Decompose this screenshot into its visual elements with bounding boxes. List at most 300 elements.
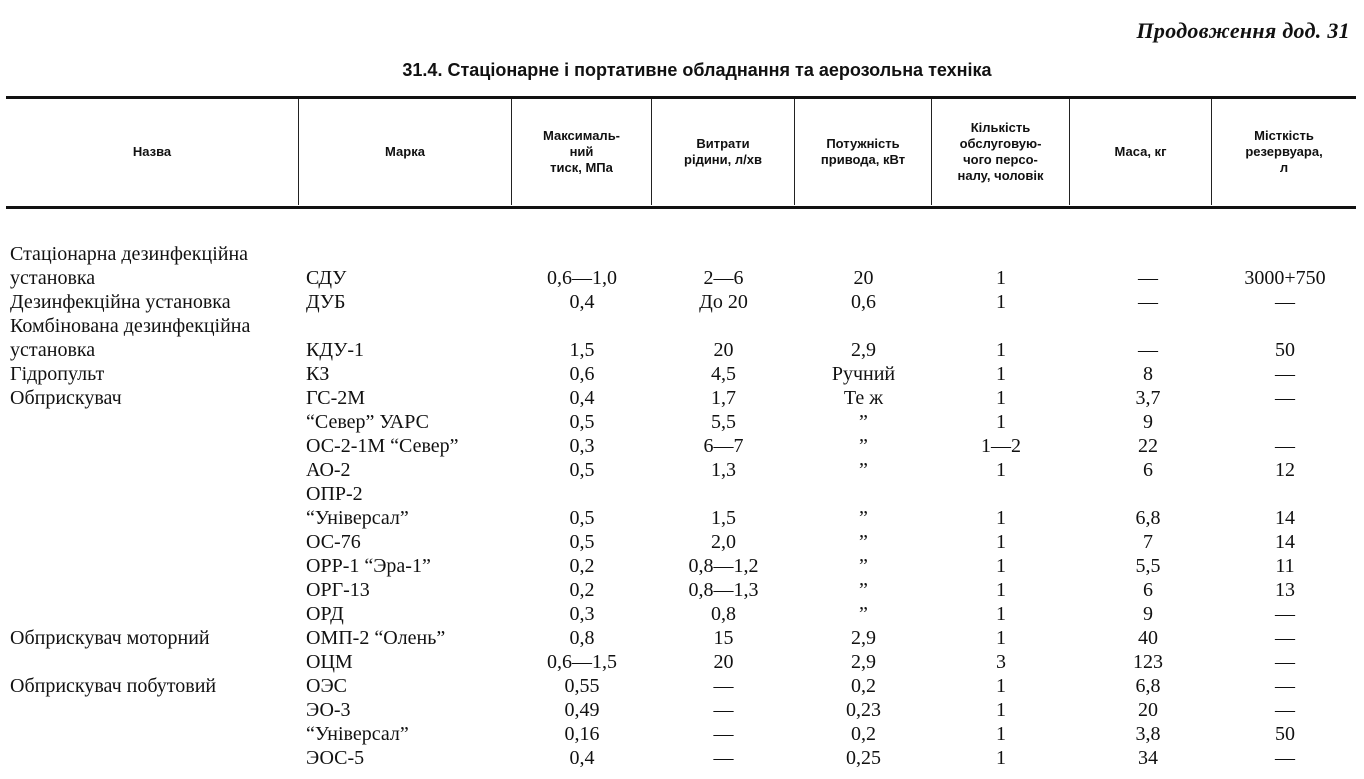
cell-marka: [306, 290, 346, 314]
cell-staff-text: 1: [996, 411, 1006, 433]
cell-pressure: [512, 410, 652, 434]
cell-pressure: [512, 266, 652, 290]
cell-staff-text: 3: [996, 651, 1006, 673]
cell-name: [10, 386, 295, 410]
cell-pressure-text: 0,6—1,0: [547, 267, 617, 289]
table-row: [0, 482, 1364, 506]
header-bottom-rule: [6, 206, 1356, 209]
cell-power: [795, 746, 932, 770]
table-row: [0, 650, 1364, 674]
cell-tank-text: —: [1275, 363, 1295, 385]
table-row: [0, 698, 1364, 722]
cell-power-text: ”: [859, 459, 868, 481]
cell-name: [10, 290, 295, 314]
table-row: [0, 410, 1364, 434]
cell-tank: [1214, 290, 1356, 314]
cell-flow: [652, 674, 795, 698]
cell-tank: [1214, 650, 1356, 674]
table-row: [0, 242, 1364, 266]
cell-flow-text: —: [713, 723, 734, 745]
cell-mass-text: 20: [1138, 699, 1158, 721]
cell-flow: [652, 722, 795, 746]
cell-mass: [1078, 674, 1218, 698]
cell-marka: [306, 674, 347, 698]
cell-flow: [652, 338, 795, 362]
cell-flow: [652, 650, 795, 674]
cell-flow-text: 0,8—1,2: [688, 555, 759, 577]
cell-staff-text: 1: [996, 363, 1006, 385]
cell-staff-text: 1: [996, 459, 1006, 481]
cell-marka-text: “Універсал”: [306, 507, 409, 529]
cell-flow: [652, 506, 795, 530]
cell-marka: [306, 458, 351, 482]
cell-staff-text: 1: [996, 291, 1006, 313]
table-row: [0, 458, 1364, 482]
cell-flow-text: 2,0: [711, 531, 736, 553]
cell-marka: [306, 338, 364, 362]
cell-pressure-text: 1,5: [569, 339, 595, 361]
cell-pressure: [512, 458, 652, 482]
cell-pressure: [512, 698, 652, 722]
cell-mass: [1078, 578, 1218, 602]
header-marka: Марка: [299, 99, 512, 205]
cell-tank: [1214, 362, 1356, 386]
table-row: [0, 386, 1364, 410]
cell-marka: [306, 266, 346, 290]
cell-marka: [306, 722, 409, 746]
cell-staff-text: 1—2: [981, 435, 1021, 457]
cell-mass: [1078, 386, 1218, 410]
cell-pressure: [512, 530, 652, 554]
cell-staff: [932, 722, 1070, 746]
cell-name-text: Обприскувач побутовий: [10, 675, 217, 697]
cell-marka: [306, 650, 353, 674]
cell-mass: [1078, 602, 1218, 626]
cell-pressure: [512, 506, 652, 530]
cell-tank: [1214, 554, 1356, 578]
cell-power-text: 0,2: [851, 675, 876, 697]
table-row: [0, 746, 1364, 770]
cell-flow: [652, 362, 795, 386]
cell-pressure: [512, 602, 652, 626]
cell-mass: [1078, 362, 1218, 386]
cell-flow: [652, 530, 795, 554]
cell-flow-text: 15: [713, 627, 734, 649]
cell-staff: [932, 266, 1070, 290]
cell-pressure-text: 0,4: [569, 387, 595, 409]
cell-tank-text: —: [1275, 435, 1295, 457]
cell-pressure: [512, 290, 652, 314]
cell-tank-text: —: [1275, 675, 1295, 697]
cell-flow-text: 4,5: [711, 363, 736, 385]
cell-staff: [932, 578, 1070, 602]
table-row: [0, 674, 1364, 698]
cell-marka: [306, 698, 351, 722]
cell-pressure-text: 0,49: [564, 699, 600, 721]
cell-power-text: 20: [853, 267, 874, 289]
cell-staff: [932, 458, 1070, 482]
cell-tank: [1214, 674, 1356, 698]
table-body: [0, 242, 1364, 770]
cell-flow: [652, 602, 795, 626]
cell-tank: [1214, 746, 1356, 770]
cell-power: [795, 626, 932, 650]
cell-mass-text: —: [1138, 339, 1158, 361]
table-row: [0, 290, 1364, 314]
cell-marka-text: ОПР-2: [306, 483, 363, 505]
cell-power: [795, 506, 932, 530]
cell-mass: [1078, 650, 1218, 674]
cell-flow: [652, 386, 795, 410]
cell-staff: [932, 386, 1070, 410]
cell-flow-text: —: [713, 675, 734, 697]
table-row: [0, 722, 1364, 746]
cell-marka-text: ОРР-1 “Эра-1”: [306, 555, 431, 577]
cell-power-text: 2,9: [851, 651, 876, 673]
table-row: [0, 554, 1364, 578]
cell-marka-text: АО-2: [306, 459, 351, 481]
cell-mass-text: —: [1138, 267, 1158, 289]
cell-flow: [652, 698, 795, 722]
cell-marka: [306, 530, 361, 554]
cell-marka-text: ОРГ-13: [306, 579, 370, 601]
cell-staff: [932, 506, 1070, 530]
cell-power: [795, 290, 932, 314]
header-staff: Кількість обслуговую- чого персо- налу, чоловік: [932, 99, 1070, 205]
cell-staff-text: 1: [996, 579, 1006, 601]
cell-power-text: 2,9: [851, 627, 876, 649]
cell-pressure: [512, 650, 652, 674]
cell-pressure-text: 0,16: [564, 723, 600, 745]
cell-pressure: [512, 746, 652, 770]
cell-tank: [1214, 458, 1356, 482]
cell-power-text: ”: [859, 435, 868, 457]
cell-marka-text: ОРД: [306, 603, 344, 625]
cell-mass-text: 8: [1143, 363, 1153, 385]
cell-flow-text: 6—7: [703, 435, 744, 457]
cell-marka: [306, 554, 431, 578]
cell-pressure: [512, 338, 652, 362]
cell-power: [795, 602, 932, 626]
cell-staff: [932, 530, 1070, 554]
cell-tank-text: —: [1275, 627, 1295, 649]
cell-power-text: Ручний: [831, 363, 896, 385]
cell-flow-text: 2—6: [703, 267, 744, 289]
cell-name: [10, 266, 295, 290]
cell-mass-text: 40: [1138, 627, 1158, 649]
cell-mass-text: 123: [1133, 651, 1163, 673]
cell-name-text: Обприскувач моторний: [10, 627, 210, 649]
cell-pressure: [512, 554, 652, 578]
cell-power: [795, 338, 932, 362]
cell-name-text: Гідропульт: [10, 363, 105, 385]
cell-flow: [652, 554, 795, 578]
cell-name: [10, 314, 295, 338]
cell-pressure: [512, 626, 652, 650]
cell-tank: [1214, 530, 1356, 554]
cell-power-text: 0,6: [851, 291, 876, 313]
cell-staff-text: 1: [996, 387, 1006, 409]
cell-marka-text: ДУБ: [306, 291, 346, 313]
cell-flow: [652, 410, 795, 434]
cell-mass: [1078, 434, 1218, 458]
cell-pressure: [512, 434, 652, 458]
cell-marka-text: ЭО-3: [306, 699, 351, 721]
cell-power: [795, 458, 932, 482]
table-row: [0, 434, 1364, 458]
cell-marka-text: СДУ: [306, 267, 347, 289]
cell-tank-text: 13: [1275, 579, 1295, 601]
cell-mass: [1078, 698, 1218, 722]
cell-mass-text: 3,7: [1135, 387, 1161, 409]
cell-power-text: ”: [859, 507, 868, 529]
cell-flow-text: —: [713, 699, 734, 721]
cell-mass: [1078, 458, 1218, 482]
cell-flow: [652, 290, 795, 314]
header-mass: Маса, кг: [1070, 99, 1212, 205]
cell-tank-text: 14: [1275, 507, 1295, 529]
cell-mass-text: 3,8: [1135, 723, 1161, 745]
cell-marka: [306, 362, 329, 386]
cell-staff: [932, 410, 1070, 434]
cell-mass: [1078, 410, 1218, 434]
table-row: [0, 362, 1364, 386]
cell-power: [795, 554, 932, 578]
cell-marka-text: “Север” УАРС: [306, 411, 429, 433]
cell-marka-text: КДУ-1: [306, 339, 365, 361]
cell-mass: [1078, 338, 1218, 362]
cell-staff: [932, 554, 1070, 578]
cell-staff: [932, 338, 1070, 362]
cell-mass: [1078, 626, 1218, 650]
cell-power: [795, 266, 932, 290]
cell-staff: [932, 434, 1070, 458]
cell-mass: [1078, 554, 1218, 578]
cell-power-text: ”: [859, 579, 868, 601]
cell-mass: [1078, 746, 1218, 770]
cell-staff-text: 1: [996, 723, 1006, 745]
table-title: 31.4. Стаціонарне і портативне обладнання та аерозольна техніка: [402, 60, 992, 80]
cell-pressure-text: 0,6—1,5: [547, 651, 617, 673]
cell-marka: [306, 482, 363, 506]
cell-name-text: Дезинфекційна установка: [10, 291, 231, 313]
header-tank: Місткість резервуара, л: [1245, 128, 1323, 175]
table-row: [0, 530, 1364, 554]
continuation-note: Продовження дод. 31: [1136, 18, 1350, 43]
cell-marka-text: ГС-2М: [306, 387, 366, 409]
cell-tank: [1214, 434, 1356, 458]
cell-flow: [652, 626, 795, 650]
cell-tank-text: 14: [1275, 531, 1295, 553]
cell-tank: [1214, 602, 1356, 626]
cell-marka-text: ОЦМ: [306, 651, 353, 673]
cell-pressure-text: 0,4: [569, 291, 595, 313]
cell-staff-text: 1: [996, 675, 1006, 697]
cell-pressure-text: 0,5: [569, 459, 595, 481]
cell-pressure-text: 0,6: [569, 363, 595, 385]
cell-marka-text: ОМП-2 “Олень”: [306, 627, 446, 649]
cell-power: [795, 698, 932, 722]
cell-marka: [306, 746, 364, 770]
cell-tank: [1214, 386, 1356, 410]
cell-marka: [306, 626, 445, 650]
cell-flow-text: 1,3: [711, 459, 736, 481]
table-row: [0, 506, 1364, 530]
cell-marka-text: ОЭС: [306, 675, 347, 697]
cell-mass-text: 6: [1143, 579, 1153, 601]
cell-power-text: ”: [859, 411, 868, 433]
cell-flow-text: 20: [713, 651, 734, 673]
cell-flow: [652, 578, 795, 602]
cell-flow-text: 1,5: [711, 507, 736, 529]
cell-flow: [652, 458, 795, 482]
cell-tank-text: —: [1275, 747, 1295, 769]
cell-staff-text: 1: [996, 603, 1006, 625]
cell-staff: [932, 674, 1070, 698]
cell-marka-text: “Універсал”: [306, 723, 409, 745]
cell-pressure-text: 0,3: [569, 435, 595, 457]
cell-power: [795, 722, 932, 746]
cell-name-text: установка: [10, 339, 96, 361]
cell-staff: [932, 602, 1070, 626]
cell-mass-text: —: [1138, 291, 1158, 313]
cell-mass-text: 9: [1143, 411, 1153, 433]
cell-staff: [932, 650, 1070, 674]
cell-tank: [1214, 722, 1356, 746]
cell-name: [10, 242, 295, 266]
cell-tank: [1214, 506, 1356, 530]
cell-tank: [1214, 578, 1356, 602]
cell-flow-text: 1,7: [711, 387, 736, 409]
cell-name-text: установка: [10, 267, 96, 289]
cell-tank-text: 50: [1275, 339, 1295, 361]
cell-name: [10, 626, 295, 650]
cell-power-text: Те ж: [843, 387, 884, 409]
cell-pressure-text: 0,2: [569, 555, 595, 577]
table-row: [0, 602, 1364, 626]
cell-staff-text: 1: [996, 507, 1006, 529]
cell-pressure: [512, 362, 652, 386]
cell-power-text: 0,23: [846, 699, 881, 721]
cell-flow-text: 20: [713, 339, 734, 361]
cell-flow: [652, 266, 795, 290]
cell-pressure-text: 0,2: [569, 579, 595, 601]
cell-mass: [1078, 722, 1218, 746]
cell-flow-text: —: [713, 747, 734, 769]
cell-mass: [1078, 506, 1218, 530]
cell-marka-text: ЭОС-5: [306, 747, 365, 769]
cell-power: [795, 410, 932, 434]
cell-staff: [932, 626, 1070, 650]
cell-tank-text: —: [1275, 291, 1295, 313]
cell-staff-text: 1: [996, 747, 1006, 769]
table-row: [0, 578, 1364, 602]
cell-mass: [1078, 530, 1218, 554]
cell-power: [795, 674, 932, 698]
cell-pressure-text: 0,4: [569, 747, 595, 769]
cell-mass-text: 6,8: [1135, 507, 1161, 529]
cell-tank-text: 50: [1275, 723, 1295, 745]
table-row: [0, 266, 1364, 290]
cell-flow-text: 5,5: [711, 411, 736, 433]
cell-mass-text: 6,8: [1135, 675, 1161, 697]
cell-name: [10, 362, 295, 386]
header-name: Назва: [6, 99, 299, 205]
header-pressure: Максималь- ний тиск, МПа: [512, 99, 652, 205]
cell-marka: [306, 506, 409, 530]
cell-tank-text: —: [1275, 603, 1295, 625]
cell-marka: [306, 578, 370, 602]
cell-mass-text: 22: [1138, 435, 1158, 457]
cell-tank-text: —: [1275, 387, 1295, 409]
cell-power: [795, 434, 932, 458]
cell-tank-text: 3000+750: [1244, 267, 1326, 289]
cell-staff-text: 1: [996, 699, 1006, 721]
cell-pressure: [512, 674, 652, 698]
cell-staff-text: 1: [996, 339, 1006, 361]
cell-power-text: 2,9: [851, 339, 876, 361]
cell-staff-text: 1: [996, 555, 1006, 577]
cell-power-text: ”: [859, 603, 868, 625]
cell-tank: [1214, 266, 1356, 290]
cell-name: [10, 338, 295, 362]
cell-tank: [1214, 626, 1356, 650]
cell-tank-text: —: [1275, 651, 1295, 673]
cell-power-text: ”: [859, 555, 868, 577]
cell-staff: [932, 362, 1070, 386]
cell-name: [10, 674, 295, 698]
cell-staff-text: 1: [996, 531, 1006, 553]
cell-tank-text: 11: [1275, 555, 1295, 577]
header-flow: Витрати рідини, л/хв: [652, 99, 795, 205]
cell-staff-text: 1: [996, 627, 1006, 649]
cell-pressure-text: 0,5: [569, 531, 595, 553]
cell-pressure-text: 0,5: [569, 411, 595, 433]
cell-marka: [306, 434, 459, 458]
cell-power-text: ”: [859, 531, 868, 553]
cell-staff: [932, 746, 1070, 770]
cell-pressure: [512, 722, 652, 746]
table-row: [0, 338, 1364, 362]
cell-flow: [652, 746, 795, 770]
cell-marka-text: ОС-2-1М “Север”: [306, 435, 459, 457]
cell-pressure-text: 0,5: [569, 507, 595, 529]
cell-flow-text: До 20: [699, 291, 748, 313]
cell-power: [795, 578, 932, 602]
cell-power: [795, 386, 932, 410]
cell-mass-text: 7: [1143, 531, 1153, 553]
cell-power: [795, 530, 932, 554]
cell-pressure: [512, 386, 652, 410]
cell-staff: [932, 698, 1070, 722]
cell-mass: [1078, 290, 1218, 314]
cell-name-text: Комбінована дезинфекційна: [10, 315, 251, 337]
cell-mass-text: 5,5: [1135, 555, 1161, 577]
cell-pressure: [512, 578, 652, 602]
cell-staff-text: 1: [996, 267, 1006, 289]
cell-mass-text: 9: [1143, 603, 1153, 625]
cell-power: [795, 650, 932, 674]
cell-power: [795, 362, 932, 386]
header-power: Потужність привода, кВт: [795, 99, 932, 205]
cell-pressure-text: 0,55: [564, 675, 600, 697]
cell-pressure-text: 0,8: [569, 627, 595, 649]
cell-marka-text: КЗ: [306, 363, 330, 385]
cell-name-text: Стаціонарна дезинфекційна: [10, 243, 249, 265]
cell-staff: [932, 290, 1070, 314]
cell-power-text: 0,25: [846, 747, 881, 769]
cell-tank-text: 12: [1275, 459, 1295, 481]
